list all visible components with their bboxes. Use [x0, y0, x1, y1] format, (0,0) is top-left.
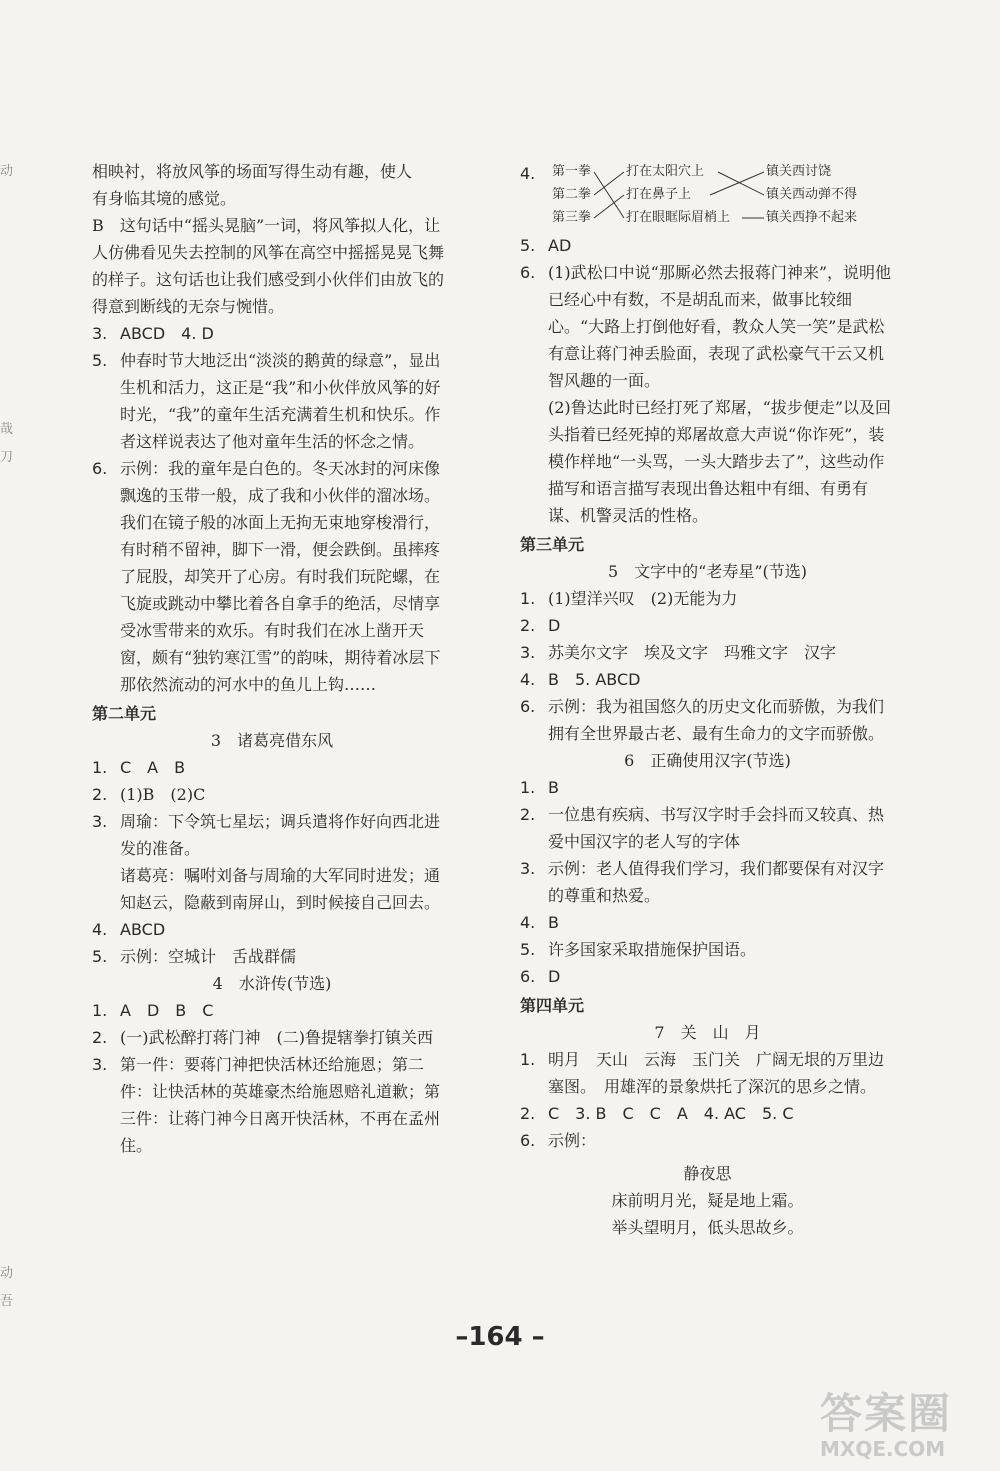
left-column	[92, 158, 452, 1159]
l3-answer-2: 2. (1)B (2)C	[92, 785, 206, 804]
l5-answer-1: 1. (1)望洋兴叹 (2)无能为力	[520, 589, 738, 608]
r-answer-5: 5. AD	[520, 236, 572, 255]
l6-answer-2: 2. 一位患有疾病、书写汉字时手会抖而又较真、热爱中国汉字的老人写的字体	[520, 805, 885, 851]
l5-answer-4-5: 4. B 5. ABCD	[520, 670, 641, 689]
result-3: 镇关西挣不起来	[766, 210, 858, 225]
edge-char-2: 哉	[0, 422, 14, 437]
l7-answer-1: 1. 明月 天山 云海 玉门关 广阔无垠的万里边塞图。 用雄浑的景象烘托了深沉的思乡之情。	[520, 1050, 885, 1096]
l4-answer-3: 3. 第一件：要蒋门神把快活林还给施恩；第二件：让快活林的英雄豪杰给施恩赔礼道歉；第三件：让蒋门神今日离开快活林，不再在孟州住。	[92, 1055, 441, 1155]
lesson-6-title: 6 正确使用汉字(节选)	[624, 751, 791, 770]
line-punch2-target1	[594, 172, 624, 195]
target-3: 打在眼眶际眉梢上	[626, 210, 731, 225]
l3-answer-3: 3. 周瑜：下令筑七星坛；调兵遣将作好向西北进发的准备。	[92, 812, 441, 858]
target-1: 打在太阳穴上	[626, 164, 705, 179]
lesson-3-title: 3 诸葛亮借东风	[210, 731, 334, 750]
watermark-text: 答案圈	[820, 1389, 953, 1438]
l5-answer-3: 3. 苏美尔文字 埃及文字 玛雅文字 汉字	[520, 643, 837, 662]
answer-5: 5. 仲春时节大地泛出“淡淡的鹅黄的绿意”，显出生机和活力，这正是“我”和小伙伴放风筝的好时光，“我”的童年生活充满着生机和快乐。作者这样说表达了他对童年生活的怀念之情。	[92, 351, 441, 451]
right-column	[520, 158, 895, 1241]
r-answer-6b: (2)鲁达此时已经打死了郑屠，“拔步便走”以及回头指着已经死掉的郑屠故意大声说“你诈死”，装模作样地“一头骂，一头大踏步去了”，这些动作描写和语言描写表现出鲁达粗中有细、有勇有谋、机警灵活的性格。	[548, 398, 892, 525]
line-punch1-target3	[594, 172, 624, 218]
unit-3-heading: 第三单元	[520, 535, 585, 554]
l6-answer-4: 4. B	[520, 913, 559, 932]
l3-answer-5: 5. 示例：空城计 舌战群儒	[92, 947, 297, 966]
unit-4-heading: 第四单元	[520, 996, 585, 1015]
l7-answer-2-5: 2. C 3. B C C A 4. AC 5. C	[520, 1104, 794, 1123]
answer-3-4: 3. ABCD 4. D	[92, 324, 214, 343]
r-answer-6: 6. (1)武松口中说“那厮必然去报蒋门神来”，说明他已经心中有数，不是胡乱而来，做事比较细心。“大路上打倒他好看，教众人笑一笑”是武松有意让蒋门神丢脸面，表现了武松豪气干云又机智风趣的一面。	[520, 263, 892, 390]
matching-diagram	[520, 158, 895, 230]
punch-3: 第三拳	[552, 210, 592, 225]
target-2: 打在鼻子上	[626, 187, 692, 202]
l6-answer-1: 1. B	[520, 778, 559, 797]
l4-answer-1: 1. A D B C	[92, 1001, 214, 1020]
punch-2: 第二拳	[552, 187, 592, 202]
answer-6: 6. 示例：我的童年是白色的。冬天冰封的河床像飘逸的玉带一般，成了我和小伙伴的溜冰场。我们在镜子般的冰面上无拘无束地穿梭滑行，有时稍不留神，脚下一滑，便会跌倒。虽摔疼了屁股，却笑开了心房。有时我们玩陀螺，在飞旋或跳动中攀比着各自拿手的绝活，尽情享受冰雪带来的欢乐。有时我们在冰上凿开天窗，颇有“独钓寒江雪”的韵味，期待着冰层下那依然流动的河水中的鱼儿上钩……	[92, 459, 441, 694]
l5-answer-2: 2. D	[520, 616, 561, 635]
edge-char-3: 刀	[0, 450, 14, 465]
l5-answer-6: 6. 示例：我为祖国悠久的历史文化而骄傲，为我们拥有全世界最古老、最有生命力的文字而骄傲。	[520, 697, 885, 743]
lesson-4-title: 4 水浒传(节选)	[212, 974, 332, 993]
l6-answer-6: 6. D	[520, 967, 561, 986]
l4-answer-2: 2. (一)武松醉打蒋门神 (二)鲁提辖拳打镇关西	[92, 1028, 433, 1047]
l7-answer-6: 6. 示例：	[520, 1131, 597, 1150]
lesson-5-title: 5 文字中的“老寿星”(节选)	[607, 562, 808, 581]
watermark-url: MXQE.COM	[820, 1437, 946, 1461]
result-2: 镇关西动弹不得	[766, 187, 858, 202]
answer-b-text: B 这句话中“摇头晃脑”一词，将风筝拟人化，让人仿佛看见失去控制的风筝在高空中摇摇晃晃飞舞的样子。这句话也让我们感受到小伙伴们由放飞的得意到断线的无奈与惋惜。	[92, 216, 445, 316]
edge-char-4: 动	[0, 1266, 14, 1281]
unit-2-heading: 第二单元	[92, 704, 157, 723]
match-number: 4.	[520, 164, 536, 183]
poem-line-2: 举头望明月，低头思故乡。	[611, 1218, 804, 1237]
poem-line-1: 床前明月光，疑是地上霜。	[611, 1191, 804, 1210]
matching-lines	[520, 158, 895, 230]
intro-line-2: 有身临其境的感觉。	[92, 189, 237, 208]
intro-line-1: 相映衬，将放风筝的场面写得生动有趣，使人	[92, 162, 413, 181]
edge-char-1: 动	[0, 164, 14, 179]
l3-answer-4: 4. ABCD	[92, 920, 166, 939]
edge-char-5: 吾	[0, 1294, 14, 1309]
page-number: –164 –	[455, 1322, 545, 1352]
result-1: 镇关西讨饶	[766, 164, 832, 179]
l6-answer-3: 3. 示例：老人值得我们学习，我们都要保有对汉字的尊重和热爱。	[520, 859, 885, 905]
punch-1: 第一拳	[552, 164, 592, 179]
watermark-logo	[820, 1390, 990, 1468]
lesson-7-title: 7 关 山 月	[654, 1023, 761, 1042]
l6-answer-5: 5. 许多国家采取措施保护国语。	[520, 940, 757, 959]
l3-answer-1: 1. C A B	[92, 758, 186, 777]
line-target2-result1	[710, 172, 764, 195]
poem-title: 静夜思	[683, 1164, 732, 1183]
l3-answer-3b: 诸葛亮：嘱咐刘备与周瑜的大军同时进发；通知赵云，隐蔽到南屏山，到时候接自己回去。	[120, 866, 441, 912]
line-punch3-target2	[594, 195, 624, 218]
